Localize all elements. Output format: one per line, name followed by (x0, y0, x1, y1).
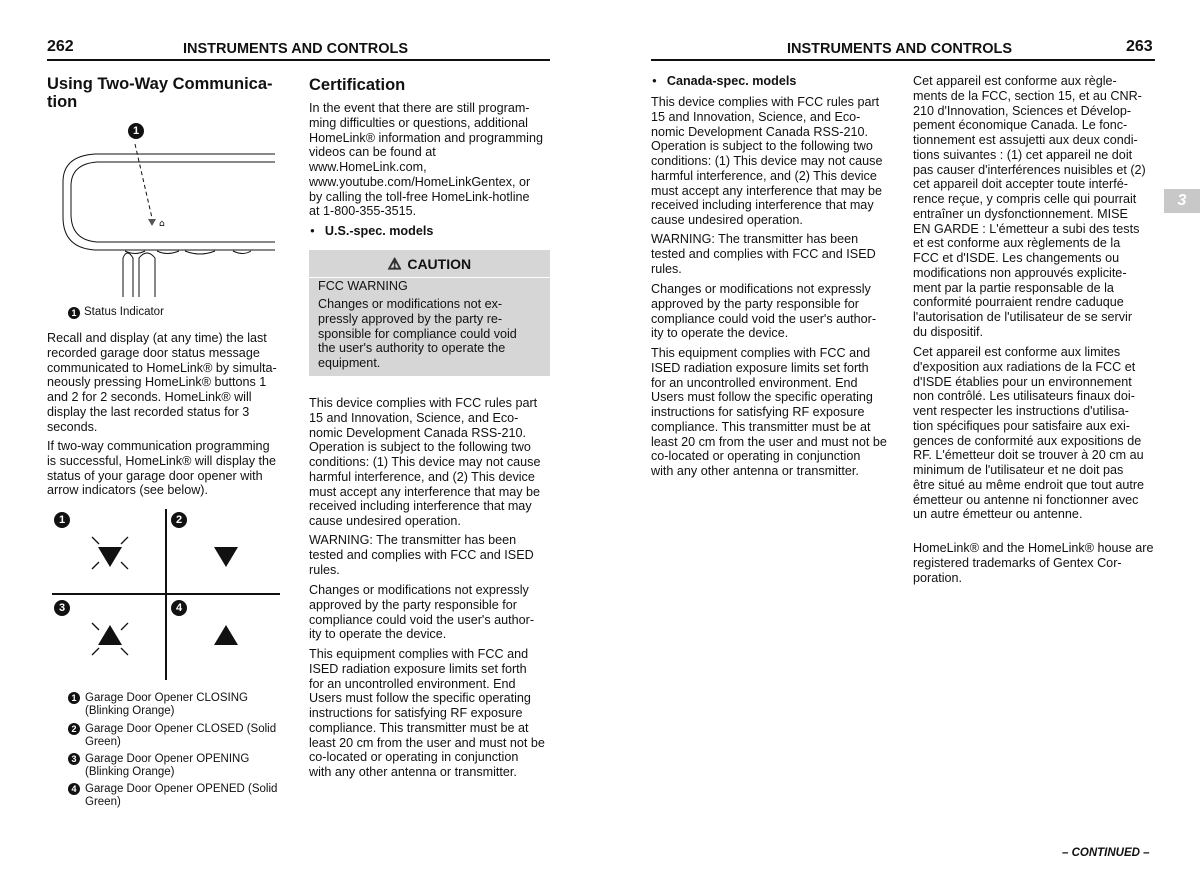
legend-num: 1 (68, 307, 80, 319)
legend-num: 1 (68, 692, 80, 704)
canada-paragraph-4: This equipment complies with FCC and ISED radiation exposure limits set forth for an uncontrolled environment. End Users must follow the specific operating instructions for satisfying RF exposure compliance. This transmitter must be at least 20 cm from the user and must not be co-located or operating in conjunction with any other antenna or transmitter. (651, 346, 887, 478)
page-number-right: 263 (1126, 38, 1153, 55)
mirror-illustration (55, 122, 280, 302)
closed-arrow-icon (214, 547, 238, 567)
chapter-tab: 3 (1164, 189, 1200, 213)
canada-paragraph-2: WARNING: The transmitter has been tested and complies with FCC and ISED rules. (651, 232, 876, 276)
us-paragraph-2: WARNING: The transmitter has been tested and complies with FCC and ISED rules. (309, 533, 534, 577)
header-rule-right (651, 59, 1155, 61)
legend-text: Garage Door Opener OPENED (Solid Green) (85, 783, 278, 808)
header-rule-left (47, 59, 550, 61)
certification-paragraph: In the event that there are still program- ming difficulties or questions, additional HomeLink® information and programming videos can be found at www.HomeLink.com, www.youtube.com/HomeLinkGentex, or by calling the toll-free HomeLink-hotline at 1-800-355-3515. (309, 101, 543, 219)
callout-1: 1 (128, 123, 144, 139)
legend-item (68, 692, 248, 718)
french-paragraph-2: Cet appareil est conforme aux limites d'exposition aux radiations de la FCC et d'ISDE établies pour un environnement non contrôlé. Les utilisateurs finaux doi- vent respecter les instructions d'utilisa- tion spécifiques pour satisfaire aux exi- gences de conformité aux expositions de RF. L'émetteur doit se trouver à 20 cm au minimum de l'utilisateur et ne doit pas être situé au même endroit que tout autre émetteur ou antenne ni fonctionner avec un autre émetteur ou antenne. (913, 345, 1145, 522)
canada-paragraph-3: Changes or modifications not expressly approved by the party responsible for compliance could void the user's author- ity to operate the device. (651, 282, 877, 341)
canada-models-bullet: ● Canada-spec. models (652, 74, 796, 88)
legend-item (68, 723, 276, 749)
legend-text: Garage Door Opener CLOSED (Solid Green) (85, 723, 277, 748)
section-header-left: INSTRUMENTS AND CONTROLS (183, 41, 409, 57)
page-number-left: 262 (47, 38, 74, 55)
opened-arrow-icon (214, 625, 238, 645)
legend-item (68, 783, 277, 809)
opening-arrow-icon (98, 625, 122, 645)
caution-box (309, 250, 550, 376)
legend-num: 2 (68, 723, 80, 735)
canada-paragraph-1: This device complies with FCC rules part 15 and Innovation, Science, and Eco- nomic Development Canada RSS-210. Operation is subject to the following two conditions: (1) This device may not cause harmful interference, and (2) This device must accept any interference that may be received including interference that may cause undesired operation. (651, 95, 883, 227)
us-models-bullet: ● U.S.-spec. models (310, 224, 433, 238)
us-paragraph-4: This equipment complies with FCC and ISED radiation exposure limits set forth for an uncontrolled environment. End Users must follow the specific operating instructions for satisfying RF exposure compliance. This transmitter must be at least 20 cm from the user and must not be co-located or operating in conjunction with any other antenna or transmitter. (309, 647, 545, 779)
section-title: Using Two-Way Communica- tion (47, 75, 273, 111)
legend-text: Garage Door Opener CLOSING (Blinking Orange) (85, 692, 248, 717)
svg-text:⌂: ⌂ (159, 219, 165, 229)
certification-title: Certification (309, 76, 406, 94)
legend-num: 4 (68, 783, 80, 795)
section-header-right: INSTRUMENTS AND CONTROLS (787, 41, 1013, 57)
french-paragraph-1: Cet appareil est conforme aux règle- ments de la FCC, section 15, et au CNR- 210 d'Innovation, Sciences et Dévelop- pement économique Canada. Le fonc- tionnement est assujetti aux deux condi- tions suivantes : (1) cet appareil ne doit pas causer d'interférences nuisibles et (2) cet appareil doit accepter toute interfé- rence reçue, y compris celle qui pourrait entraîner un dysfonctionnement. MISE EN GARDE : L'émetteur a subi des tests et est conforme aux règlements de la FCC et d'ISDE. Les changements ou modifications non approuvés explicite- ment par la partie responsable de la conformité pourraient rendre caduque l'autorisation de l'utilisateur de se servir du dispositif. (913, 74, 1146, 339)
us-paragraph-1: This device complies with FCC rules part 15 and Innovation, Science, and Eco- nomic Development Canada RSS-210. Operation is subject to the following two conditions: (1) This device may not cause harmful interference, and (2) This device must accept any interference that may be received including interference that may cause undesired operation. (309, 396, 541, 528)
legend-num: 3 (68, 753, 80, 765)
callout-2: 2 (171, 512, 187, 528)
closing-arrow-icon (98, 547, 122, 567)
callout-3: 3 (54, 600, 70, 616)
legend-text: Garage Door Opener OPENING (Blinking Orange) (85, 753, 250, 778)
indicator-diagram (50, 505, 285, 685)
caution-text: Changes or modifications not ex- pressly approved by the party re- sponsible for compliance could void the user's authority to operate the equipment. (318, 297, 517, 370)
continued-label: – CONTINUED – (1062, 847, 1150, 859)
callout-4: 4 (171, 600, 187, 616)
caution-header (309, 250, 550, 278)
recall-paragraph: Recall and display (at any time) the last recorded garage door status message communicated to HomeLink® by simulta- neously pressing HomeLink® buttons 1 and 2 for 2 seconds. HomeLink® will display the last recorded status for 3 seconds. (47, 331, 277, 434)
us-paragraph-3: Changes or modifications not expressly approved by the party responsible for compliance could void the user's author- ity to operate the device. (309, 583, 535, 642)
caution-heading: FCC WARNING (318, 279, 408, 293)
legend-item (68, 753, 249, 779)
two-way-paragraph: If two-way communication programming is successful, HomeLink® will display the status of your garage door opener with arrow indicators (see below). (47, 439, 277, 498)
callout-1: 1 (54, 512, 70, 528)
trademark-paragraph: HomeLink® and the HomeLink® house are registered trademarks of Gentex Cor- poration. (913, 541, 1154, 585)
warning-icon: ⚠ (387, 256, 402, 273)
caution-title: CAUTION (407, 256, 472, 272)
legend-text: Status Indicator (84, 306, 164, 318)
figure1-legend (68, 306, 164, 319)
